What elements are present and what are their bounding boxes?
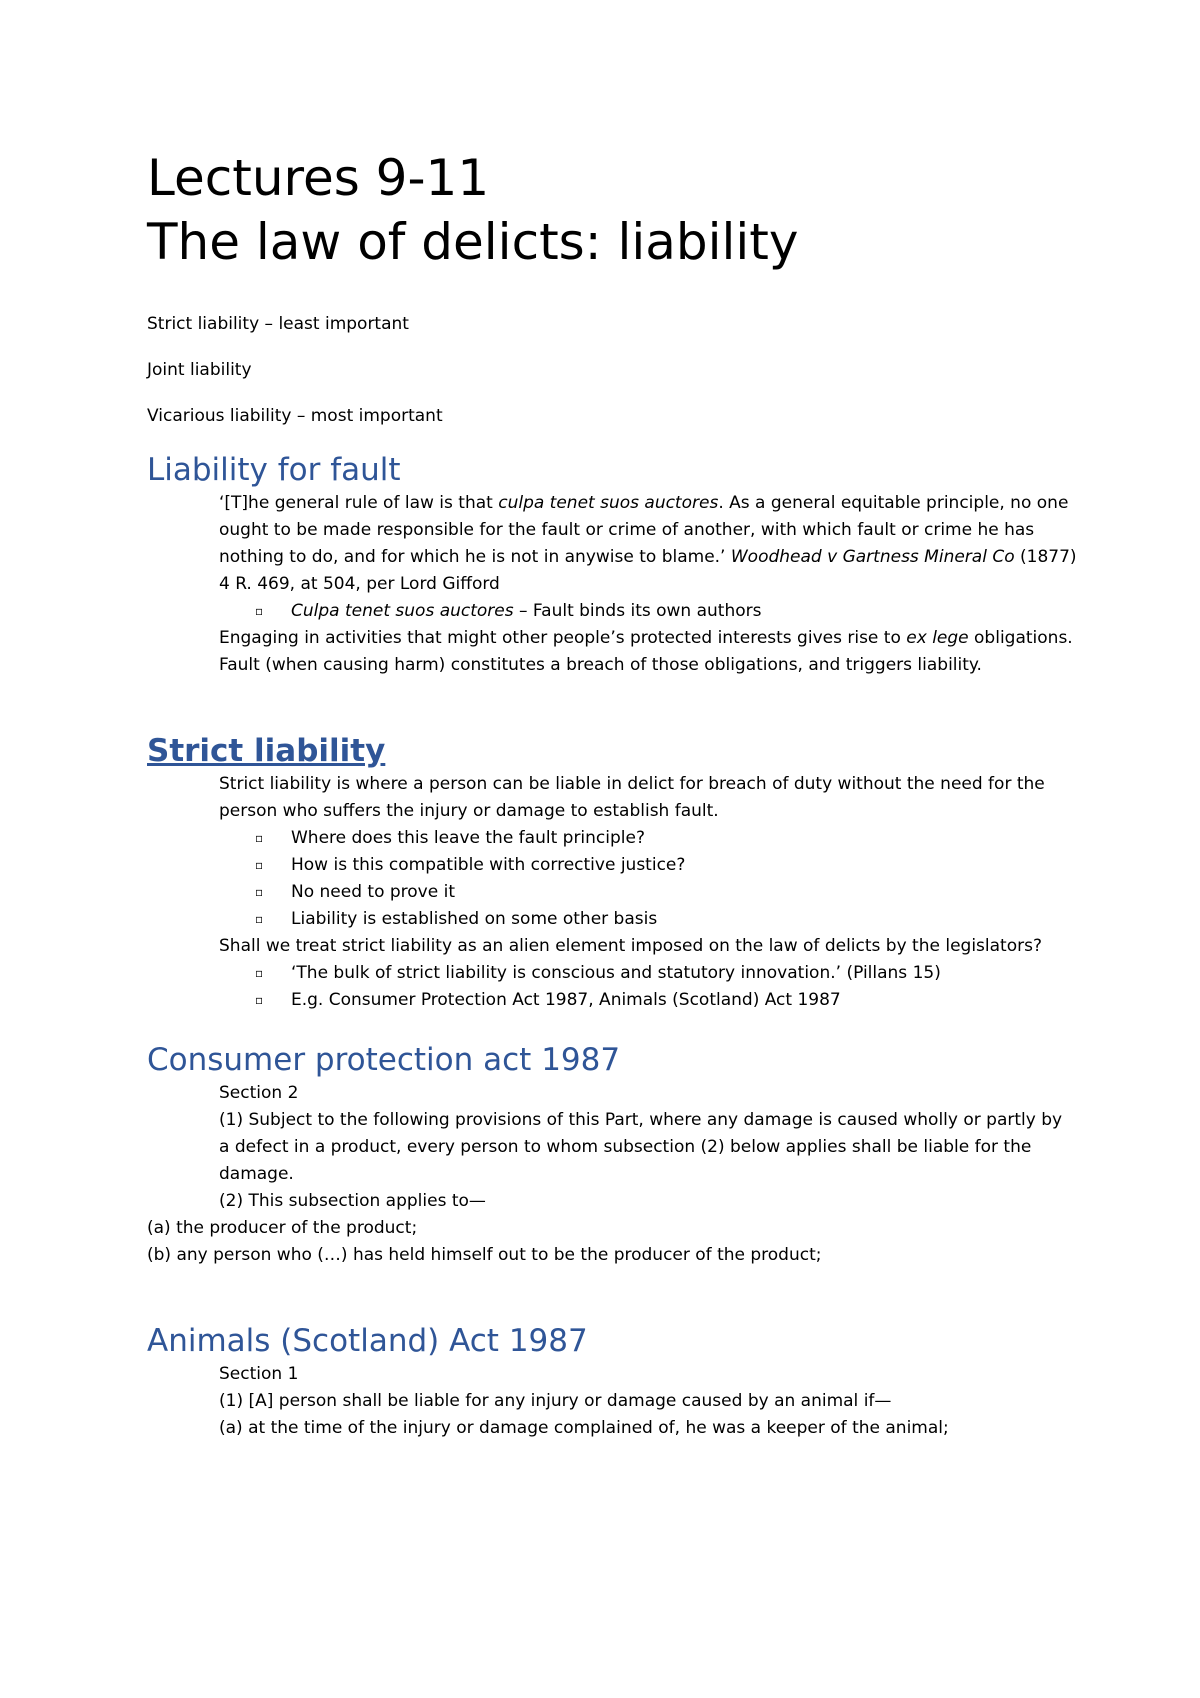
cpa-section-label: Section 2 [219,1083,299,1103]
document-title [147,146,1077,274]
list-item [255,987,1077,1014]
section-strict-liability [147,731,1077,1014]
fault-body [147,490,1077,679]
list-item [255,879,1077,906]
latin-term: Culpa tenet suos auctores [291,601,514,621]
animals-section-label: Section 1 [219,1364,299,1384]
bullet-text: Where does this leave the fault principle? [291,828,645,848]
quote-open: ‘[T]he general rule of law is that [219,493,499,513]
section-liability-for-fault [147,450,1077,679]
animals-item-a: (a) at the time of the injury or damage complained of, he was a keeper of the animal; [219,1418,949,1438]
bullet-icon: ▫ [255,604,264,618]
bullet-icon: ▫ [255,966,264,980]
breach-paragraph: Fault (when causing harm) constitutes a breach of those obligations, and triggers liability. [219,655,982,675]
intro-list [147,312,1077,428]
woodhead-quote [219,490,1077,598]
strict-definition: Strict liability is where a person can be liable in delict for breach of duty without the need for the person who suffers the injury or damage to establish fault. [219,774,1045,821]
bullet-text: ‘The bulk of strict liability is conscious and statutory innovation.’ (Pillans 15) [291,963,941,983]
bullet-icon: ▫ [255,993,264,1007]
document-page [147,146,1077,1442]
bullet-text: – Fault binds its own authors [513,601,762,621]
animals-subsection-1: (1) [A] person shall be liable for any injury or damage caused by an animal if— [219,1391,892,1411]
bullet-text: How is this compatible with corrective justice? [291,855,686,875]
list-item [255,598,1077,625]
section-consumer-protection-act [147,1040,1077,1269]
latin-term: ex lege [906,628,969,648]
case-name: Woodhead v Gartness Mineral Co [730,547,1015,567]
heading-liability-for-fault: Liability for fault [147,452,401,488]
bullet-icon: ▫ [255,831,264,845]
engaging-text: Engaging in activities that might other people’s protected interests gives rise to [219,628,907,648]
strict-body [147,771,1077,1014]
animals-body [147,1361,1077,1442]
heading-strict-liability: Strict liability [147,733,386,769]
cpa-item-a: (a) the producer of the product; [147,1218,418,1238]
cpa-subsection-1: (1) Subject to the following provisions of this Part, where any damage is caused wholly or partly by a defect in a product, every person to whom subsection (2) below applies shall be liable for the damage. [219,1110,1063,1184]
heading-consumer-protection-act: Consumer protection act 1987 [147,1042,621,1078]
latin-term: culpa tenet suos auctores [498,493,719,513]
bullet-text: No need to prove it [291,882,455,902]
fault-bullets [219,598,1077,625]
cpa-body [147,1080,1077,1269]
list-item [255,852,1077,879]
intro-item: Vicarious liability – most important [147,406,443,426]
cpa-subsection-2: (2) This subsection applies to— [219,1191,486,1211]
list-item [255,825,1077,852]
strict-bullets-1 [219,825,1077,933]
bullet-text: Liability is established on some other basis [291,909,658,929]
bullet-icon: ▫ [255,885,264,899]
cpa-item-b: (b) any person who (…) has held himself out to be the producer of the product; [147,1245,822,1265]
quote-middle: . As a general equitable principle, no one ought to be made responsible for the fault or crime of another, with which fault or crime he has nothing to do, and for which he is not in anywise to blame.’ [219,493,1069,567]
heading-animals-act: Animals (Scotland) Act 1987 [147,1323,588,1359]
engaging-end: obligations. [968,628,1073,648]
strict-question: Shall we treat strict liability as an alien element imposed on the law of delicts by the legislators? [219,936,1042,956]
intro-item: Joint liability [147,360,252,380]
list-item [255,960,1077,987]
intro-item: Strict liability – least important [147,314,409,334]
title-line-2: The law of delicts: liability [147,213,799,271]
bullet-icon: ▫ [255,858,264,872]
case-citation: (1877) 4 R. 469, at 504, per Lord Gifford [219,547,1077,594]
list-item [255,906,1077,933]
bullet-text: E.g. Consumer Protection Act 1987, Animals (Scotland) Act 1987 [291,990,841,1010]
section-animals-act [147,1321,1077,1442]
bullet-icon: ▫ [255,912,264,926]
strict-bullets-2 [219,960,1077,1014]
title-line-1: Lectures 9-11 [147,149,490,207]
engaging-paragraph [219,625,1077,652]
